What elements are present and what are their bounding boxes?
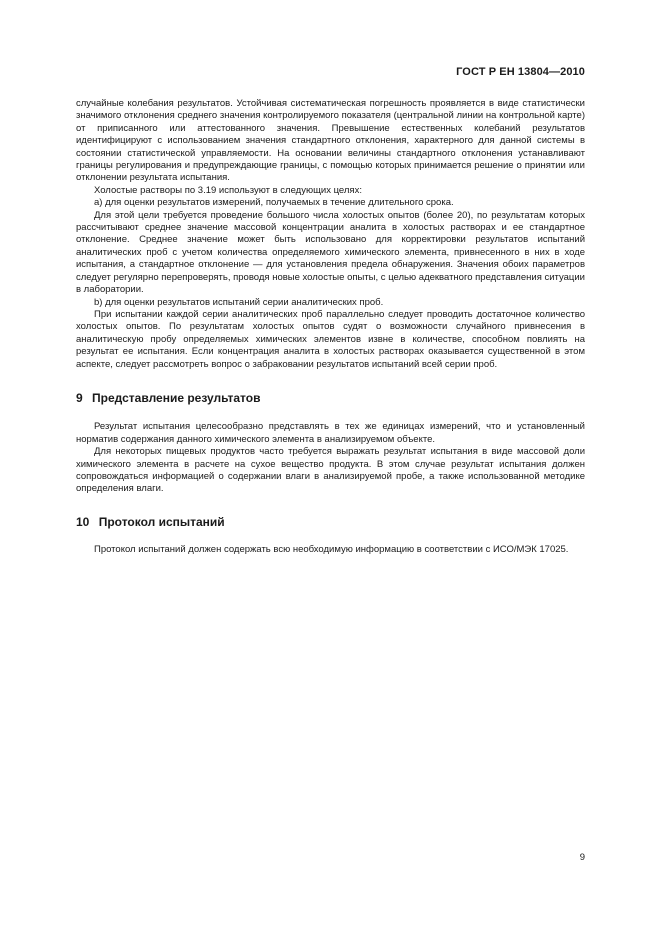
section-heading-9 [76, 392, 585, 404]
section-number-10: 10 [76, 514, 90, 529]
section-heading-10 [76, 516, 585, 528]
paragraph-dry-matter: Для некоторых пищевых продуктов часто требуется выражать результат испытания в виде массовой доли химического элемента в расчете на сухое вещество продукта. В этом случае результат испытания должен сопровождаться информацией о содержании влаги в анализируемой пробе, а также использованной методике определения влаги. [76, 446, 585, 495]
page-number: 9 [579, 852, 585, 863]
list-item-a: a) для оценки результатов измерений, получаемых в течение длительного срока. [94, 197, 454, 209]
section-title-9: Представление результатов [92, 390, 261, 405]
paragraph-systematic-error: случайные колебания результатов. Устойчивая систематическая погрешность проявляется в виде статистически значимого отклонения среднего значения контролируемого показателя (центральной линии на контрольной карте) от приписанного или аттестованного значения. Превышение естественных колебаний результатов идентифицируют с использованием значения стандартного отклонения, характерного для данной системы в состоянии статистической управляемости. На основании величины стандартного отклонения устанавливают границы регулирования и предупреждающие границы, с помощью которых принимается решение о принятии или отклонении результата испытания. [76, 98, 585, 184]
paragraph-test-report: Протокол испытаний должен содержать всю необходимую информацию в соответствии с ИСО/МЭК 17025. [94, 544, 569, 556]
paragraph-blank-solutions-intro: Холостые растворы по 3.19 используют в следующих целях: [94, 184, 362, 196]
paragraph-long-term-blanks: Для этой цели требуется проведение большого числа холостых опытов (более 20), по результатам которых рассчитывают среднее значение массовой концентрации аналита в холостых растворах и ее стандартное отклонение. Среднее значение может быть использовано для корректировки результатов испытаний аналитических проб с учетом количества определяемого химического элемента, привнесенного в них в ходе испытания, а стандартное отклонение — для установления предела обнаружения. Значения обоих параметров следует регулярно перепроверять, проводя новые холостые опыты, с целью адекватного представления ситуации в лаборатории. [76, 209, 585, 296]
list-item-b: b) для оценки результатов испытаний серии аналитических проб. [94, 296, 384, 308]
document-header: ГОСТ Р ЕН 13804—2010 [456, 66, 585, 78]
paragraph-series-blanks: При испытании каждой серии аналитических проб параллельно следует проводить достаточное количество холостых опытов. По результатам холостых опытов судят о возможности случайного привнесения в аналитическую пробу определяемых химических элементов извне в количестве, способном повлиять на результат ее испытания. Если концентрация аналита в холостых растворах оказывается существенной в этом аспекте, следует рассмотреть вопрос о забраковании результатов испытаний всей серии проб. [76, 308, 585, 370]
document-body [76, 98, 585, 557]
section-title-10: Протокол испытаний [98, 514, 225, 529]
paragraph-results-units: Результат испытания целесообразно представлять в тех же единицах измерений, что и установленный норматив содержания данного химического элемента в анализируемом объекте. [76, 421, 585, 445]
section-number-9: 9 [76, 390, 83, 405]
